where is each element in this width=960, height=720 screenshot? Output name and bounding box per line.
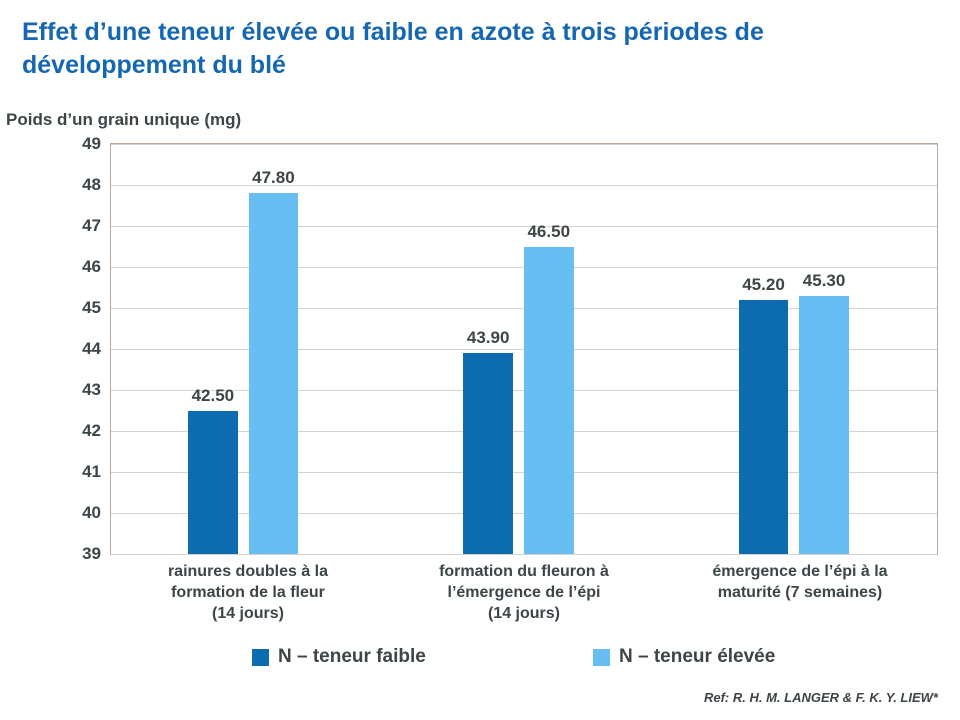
bar-high-3[interactable] [799, 270, 849, 554]
x-tick-line: formation de la fleur [171, 584, 325, 601]
y-tick-label: 41 [82, 462, 101, 481]
y-tick-label: 44 [82, 339, 101, 358]
bar-value-label: 47.80 [252, 168, 295, 188]
legend-item-low[interactable] [252, 646, 426, 668]
y-tick-label: 43 [82, 380, 101, 399]
x-tick-line: (14 jours) [211, 605, 284, 622]
bar-low-1[interactable] [188, 385, 238, 555]
chart-plot-area [82, 134, 938, 563]
bar-value-label: 43.90 [466, 328, 510, 348]
bar-group [111, 144, 386, 554]
x-tick-line: (14 jours) [487, 605, 560, 622]
y-axis-title: Poids d’un grain unique (mg) [6, 110, 242, 129]
gridline [82, 544, 937, 563]
x-tick-line: l’émergence de l’épi [447, 584, 601, 601]
x-tick-label-1 [110, 561, 386, 624]
page-title: Effet d’une teneur élevée ou faible en azote à trois périodes de développement du blé [22, 18, 764, 79]
source-footnote: Ref: R. H. M. LANGER & F. K. Y. LIEW* [703, 690, 938, 705]
x-tick-line: rainures doubles à la [167, 563, 329, 580]
legend-swatch-icon [252, 649, 269, 666]
chart-legend [110, 646, 938, 674]
bar-value-label: 45.20 [742, 274, 785, 294]
bar-low-3[interactable] [739, 274, 789, 554]
y-tick-label: 45 [82, 298, 101, 317]
y-tick-label: 39 [82, 544, 101, 563]
x-axis-labels [110, 561, 938, 639]
x-tick-line: maturité (7 semaines) [717, 584, 883, 601]
y-tick-label: 49 [82, 134, 101, 153]
bar-value-label: 46.50 [527, 221, 571, 241]
bar-value-label: 42.50 [191, 385, 235, 405]
legend-swatch-icon [593, 649, 610, 666]
legend-item-high[interactable] [593, 646, 775, 668]
y-tick-label: 40 [82, 503, 101, 522]
bar-group [386, 144, 661, 554]
bar-high-1[interactable] [249, 168, 299, 554]
bar-value-label: 45.30 [802, 270, 846, 290]
bar-low-2[interactable] [463, 328, 513, 554]
bar-group [662, 144, 937, 554]
y-tick-label: 47 [82, 216, 101, 235]
legend-label: N – teneur élevée [619, 646, 776, 667]
y-tick-label: 46 [82, 257, 101, 276]
x-tick-line: émergence de l’épi à la [712, 563, 888, 580]
chart-plot-wrapper [82, 134, 938, 563]
y-tick-label: 42 [82, 421, 101, 440]
bar-high-2[interactable] [524, 221, 574, 555]
legend-label: N – teneur faible [278, 646, 426, 667]
y-tick-label: 48 [82, 175, 101, 194]
x-tick-line: formation du fleuron à [439, 563, 609, 580]
x-tick-label-2 [386, 561, 662, 624]
x-tick-label-3 [662, 561, 938, 603]
